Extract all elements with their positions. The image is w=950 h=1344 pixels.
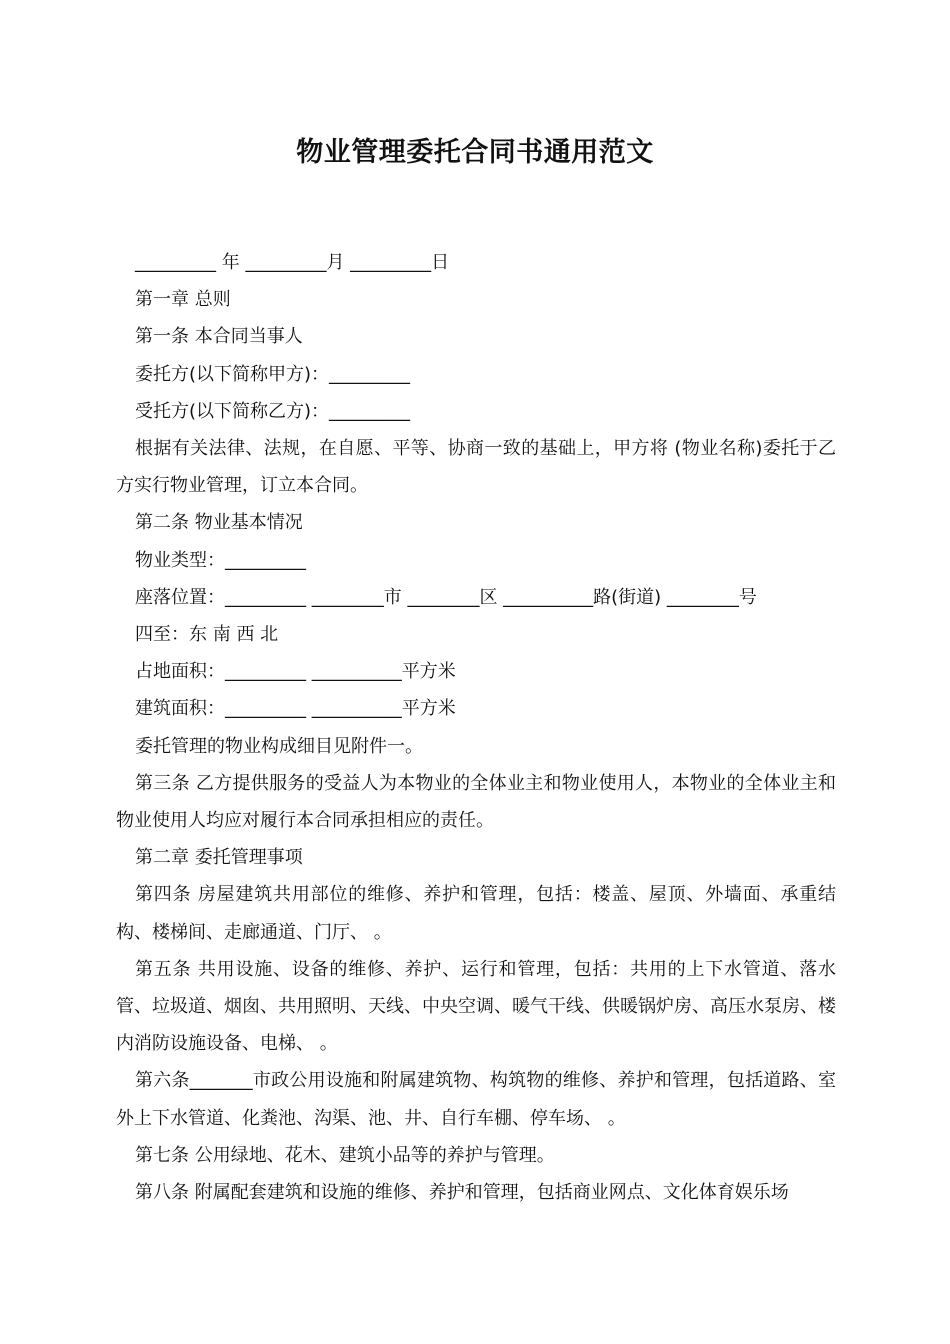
article-paragraph: 第五条 共用设施、设备的维修、养护、运行和管理，包括：共用的上下水管道、落水管、垃圾道、烟囱、共用照明、天线、中央空调、暖气干线、供暖锅炉房、高压水泵房、楼内消防设施设备、电梯、 。 (116, 958, 836, 1055)
chapter-heading: 第二章 委托管理事项 (135, 847, 303, 869)
building-area-line: 建筑面积：_________ __________平方米 (135, 698, 456, 720)
boundaries-line: 四至：东 南 西 北 (135, 624, 279, 646)
document-body (116, 244, 836, 1211)
document-title: 物业管理委托合同书通用范文 (296, 137, 654, 168)
date-line: _________ 年 _________月 _________日 (135, 252, 450, 273)
article-paragraph: 第六条_______市政公用设施和附属建筑物、构筑物的维修、养护和管理，包括道路、室外上下水管道、化粪池、沟渠、池、井、自行车棚、停车场、 。 (116, 1070, 836, 1129)
article-paragraph: 第四条 房屋建筑共用部位的维修、养护和管理，包括：楼盖、屋顶、外墙面、承重结构、楼梯间、走廊通道、门厅、 。 (116, 884, 836, 943)
article-paragraph: 第三条 乙方提供服务的受益人为本物业的全体业主和物业使用人，本物业的全体业主和物业使用人均应对履行本合同承担相应的责任。 (116, 772, 836, 832)
article-paragraph: 第八条 附属配套建筑和设施的维修、养护和管理，包括商业网点、文化体育娱乐场 (135, 1182, 789, 1204)
body-paragraph: 委托管理的物业构成细目见附件一。 (135, 735, 423, 757)
article-paragraph: 第一条 本合同当事人 (135, 326, 303, 348)
body-paragraph: 根据有关法律、法规，在自愿、平等、协商一致的基础上，甲方将 (物业名称)委托于乙方实行物业管理，订立本合同。 (116, 438, 836, 497)
land-area-line: 占地面积：_________ __________平方米 (135, 661, 456, 683)
party-b-line: 受托方(以下简称乙方)：_________ (135, 400, 411, 422)
party-a-line: 委托方(以下简称甲方)：_________ (135, 363, 411, 385)
property-type-line: 物业类型：_________ (135, 549, 306, 571)
location-line: 座落位置：_________ ________市 ________区 __________路(街道) ________号 (135, 586, 757, 608)
article-paragraph: 第七条 公用绿地、花木、建筑小品等的养护与管理。 (135, 1144, 555, 1166)
article-paragraph: 第二条 物业基本情况 (135, 512, 303, 534)
chapter-heading: 第一章 总则 (135, 289, 231, 311)
